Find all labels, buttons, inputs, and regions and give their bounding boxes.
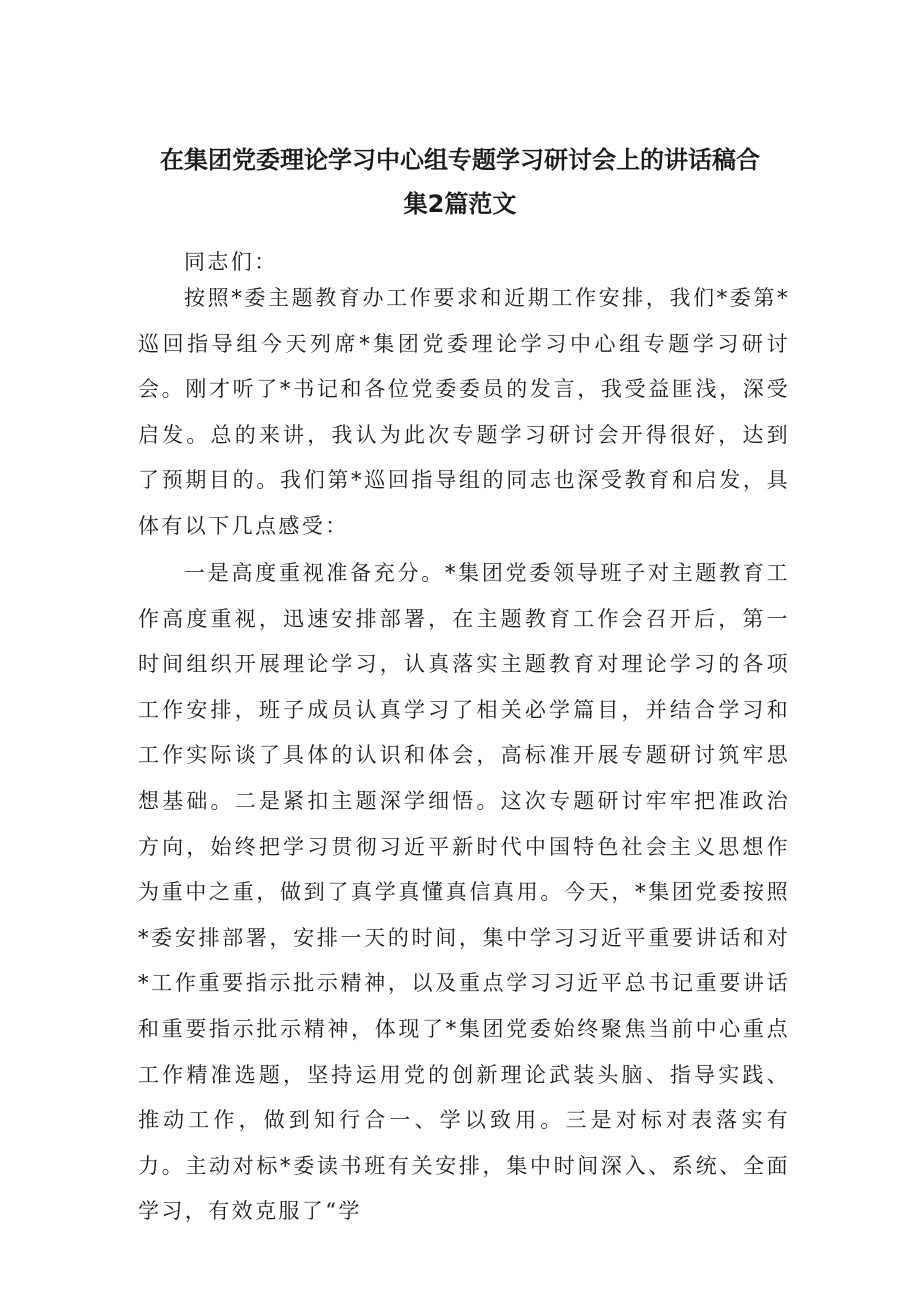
paragraph-1: 按照*委主题教育办工作要求和近期工作安排，我们*委第*巡回指导组今天列席*集团党委理论学习中心组专题学习研讨会。刚才听了*书记和各位党委委员的发言，我受益匪浅，深受启发。总的来讲，我认为此次专题学习研讨会开得很好，达到了预期目的。我们第*巡回指导组的同志也深受教育和启发，具体有以下几点感受： — [138, 286, 790, 538]
title-line-1: 在集团党委理论学习中心组专题学习研讨会上的讲话稿合 — [160, 146, 760, 174]
title-line-2: 集2篇范文 — [403, 190, 517, 218]
paragraph-2: 一是高度重视准备充分。*集团党委领导班子对主题教育工作高度重视，迅速安排部署，在主题教育工作会召开后，第一时间组织开展理论学习，认真落实主题教育对理论学习的各项工作安排，班子成员认真学习了相关必学篇目，并结合学习和工作实际谈了具体的认识和体会，高标准开展专题研讨筑牢思想基础。二是紧扣主题深学细悟。这次专题研讨牢牢把准政治方向，始终把学习贯彻习近平新时代中国特色社会主义思想作为重中之重，做到了真学真懂真信真用。今天，*集团党委按照*委安排部署，安排一天的时间，集中学习习近平重要讲话和对*工作重要指示批示精神，以及重点学习习近平总书记重要讲话和重要指示批示精神，体现了*集团党委始终聚焦当前中心重点工作精准选题，坚持运用党的创新理论武装头脑、指导实践、推动工作，做到知行合一、学以致用。三是对标对表落实有力。主动对标*委读书班有关安排，集中时间深入、系统、全面学习，有效克服了“学 — [138, 561, 790, 1224]
salutation: 同志们： — [184, 250, 278, 274]
document-title — [130, 138, 790, 226]
